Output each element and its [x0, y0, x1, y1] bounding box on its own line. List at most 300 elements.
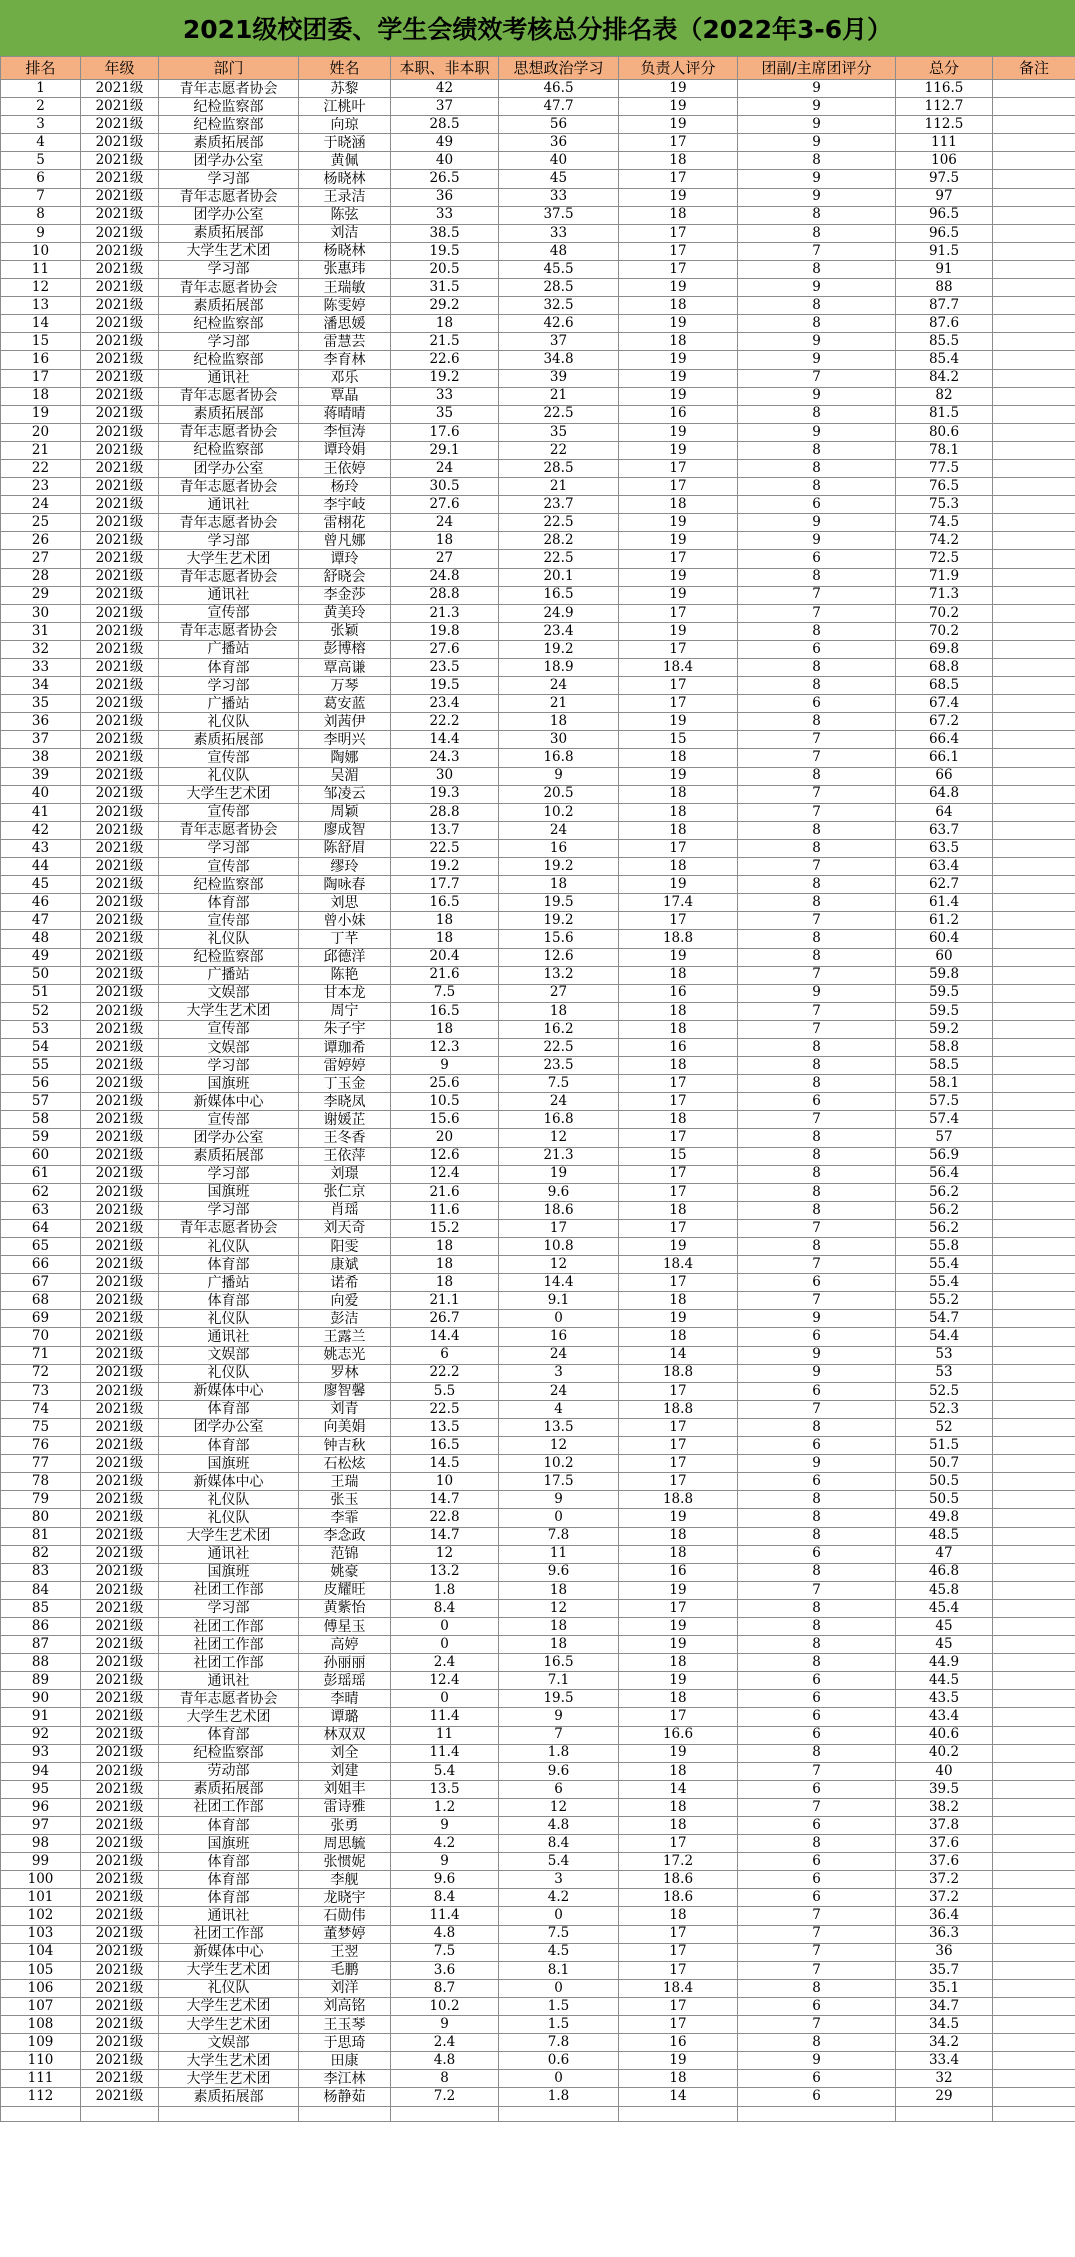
rank-cell[interactable]: 97 [1, 1817, 81, 1835]
department-cell[interactable]: 团学办公室 [159, 1129, 299, 1147]
presidium-score-cell[interactable]: 7 [738, 1256, 896, 1274]
remarks-cell[interactable] [993, 1599, 1075, 1617]
remarks-cell[interactable] [993, 876, 1075, 894]
total-cell[interactable]: 54.7 [896, 1310, 993, 1328]
remarks-cell[interactable] [993, 2016, 1075, 2034]
duty-score-cell[interactable]: 0 [391, 1617, 499, 1635]
name-cell[interactable]: 李霏 [299, 1509, 391, 1527]
duty-score-cell[interactable]: 19.5 [391, 242, 499, 260]
name-cell[interactable]: 刘姐丰 [299, 1780, 391, 1798]
grade-cell[interactable]: 2021级 [81, 1147, 159, 1165]
department-cell[interactable]: 社团工作部 [159, 1581, 299, 1599]
total-cell[interactable]: 111 [896, 134, 993, 152]
total-cell[interactable]: 63.7 [896, 821, 993, 839]
study-score-cell[interactable]: 36 [499, 134, 619, 152]
department-cell[interactable]: 社团工作部 [159, 1617, 299, 1635]
grade-cell[interactable]: 2021级 [81, 206, 159, 224]
leader-score-cell[interactable]: 17 [619, 1165, 738, 1183]
leader-score-cell[interactable]: 18.6 [619, 1889, 738, 1907]
study-score-cell[interactable]: 4.2 [499, 1889, 619, 1907]
name-cell[interactable]: 杨晓林 [299, 170, 391, 188]
name-cell[interactable]: 石勋伟 [299, 1907, 391, 1925]
duty-score-cell[interactable]: 16.5 [391, 1002, 499, 1020]
presidium-score-cell[interactable]: 8 [738, 152, 896, 170]
remarks-cell[interactable] [993, 1708, 1075, 1726]
grade-cell[interactable]: 2021级 [81, 1274, 159, 1292]
leader-score-cell[interactable]: 19 [619, 1310, 738, 1328]
duty-score-cell[interactable]: 37 [391, 98, 499, 116]
grade-cell[interactable]: 2021级 [81, 659, 159, 677]
department-cell[interactable]: 素质拓展部 [159, 224, 299, 242]
remarks-cell[interactable] [993, 260, 1075, 278]
grade-cell[interactable]: 2021级 [81, 351, 159, 369]
department-cell[interactable]: 社团工作部 [159, 1636, 299, 1654]
name-cell[interactable]: 缪玲 [299, 858, 391, 876]
rank-cell[interactable]: 29 [1, 586, 81, 604]
study-score-cell[interactable]: 4.8 [499, 1817, 619, 1835]
duty-score-cell[interactable]: 30.5 [391, 478, 499, 496]
empty-cell[interactable] [499, 2106, 619, 2121]
department-cell[interactable]: 通讯社 [159, 369, 299, 387]
total-cell[interactable]: 35.1 [896, 1979, 993, 1997]
total-cell[interactable]: 58.5 [896, 1057, 993, 1075]
duty-score-cell[interactable]: 22.6 [391, 351, 499, 369]
study-score-cell[interactable]: 28.5 [499, 459, 619, 477]
name-cell[interactable]: 陶咏春 [299, 876, 391, 894]
study-score-cell[interactable]: 9.1 [499, 1292, 619, 1310]
empty-cell[interactable] [391, 2106, 499, 2121]
duty-score-cell[interactable]: 29.2 [391, 297, 499, 315]
rank-cell[interactable]: 41 [1, 803, 81, 821]
remarks-cell[interactable] [993, 1527, 1075, 1545]
presidium-score-cell[interactable]: 8 [738, 713, 896, 731]
name-cell[interactable]: 丁玉金 [299, 1075, 391, 1093]
study-score-cell[interactable]: 14.4 [499, 1274, 619, 1292]
leader-score-cell[interactable]: 18 [619, 1292, 738, 1310]
name-cell[interactable]: 黄佩 [299, 152, 391, 170]
grade-cell[interactable]: 2021级 [81, 333, 159, 351]
total-cell[interactable]: 70.2 [896, 622, 993, 640]
total-cell[interactable]: 84.2 [896, 369, 993, 387]
department-cell[interactable]: 礼仪队 [159, 1491, 299, 1509]
grade-cell[interactable]: 2021级 [81, 387, 159, 405]
leader-score-cell[interactable]: 17 [619, 1455, 738, 1473]
presidium-score-cell[interactable]: 8 [738, 459, 896, 477]
department-cell[interactable]: 礼仪队 [159, 1310, 299, 1328]
duty-score-cell[interactable]: 4.8 [391, 2052, 499, 2070]
leader-score-cell[interactable]: 19 [619, 351, 738, 369]
study-score-cell[interactable]: 12 [499, 1129, 619, 1147]
grade-cell[interactable]: 2021级 [81, 1418, 159, 1436]
department-cell[interactable]: 大学生艺术团 [159, 1002, 299, 1020]
rank-cell[interactable]: 64 [1, 1219, 81, 1237]
presidium-score-cell[interactable]: 8 [738, 767, 896, 785]
total-cell[interactable]: 59.5 [896, 984, 993, 1002]
remarks-cell[interactable] [993, 640, 1075, 658]
name-cell[interactable]: 皮耀旺 [299, 1581, 391, 1599]
duty-score-cell[interactable]: 8.4 [391, 1599, 499, 1617]
name-cell[interactable]: 刘思 [299, 894, 391, 912]
study-score-cell[interactable]: 19.2 [499, 640, 619, 658]
department-cell[interactable]: 素质拓展部 [159, 1147, 299, 1165]
remarks-cell[interactable] [993, 1129, 1075, 1147]
grade-cell[interactable]: 2021级 [81, 1762, 159, 1780]
duty-score-cell[interactable]: 29.1 [391, 441, 499, 459]
remarks-cell[interactable] [993, 1038, 1075, 1056]
leader-score-cell[interactable]: 14 [619, 2088, 738, 2106]
leader-score-cell[interactable]: 18 [619, 297, 738, 315]
department-cell[interactable]: 新媒体中心 [159, 1473, 299, 1491]
rank-cell[interactable]: 56 [1, 1075, 81, 1093]
study-score-cell[interactable]: 22.5 [499, 550, 619, 568]
rank-cell[interactable]: 75 [1, 1418, 81, 1436]
name-cell[interactable]: 李育林 [299, 351, 391, 369]
grade-cell[interactable]: 2021级 [81, 1165, 159, 1183]
remarks-cell[interactable] [993, 496, 1075, 514]
duty-score-cell[interactable]: 21.1 [391, 1292, 499, 1310]
duty-score-cell[interactable]: 2.4 [391, 1654, 499, 1672]
department-cell[interactable]: 青年志愿者协会 [159, 568, 299, 586]
rank-cell[interactable]: 13 [1, 297, 81, 315]
remarks-cell[interactable] [993, 351, 1075, 369]
grade-cell[interactable]: 2021级 [81, 1545, 159, 1563]
name-cell[interactable]: 罗林 [299, 1364, 391, 1382]
name-cell[interactable]: 钟吉秋 [299, 1437, 391, 1455]
rank-cell[interactable]: 85 [1, 1599, 81, 1617]
rank-cell[interactable]: 83 [1, 1563, 81, 1581]
total-cell[interactable]: 39.5 [896, 1780, 993, 1798]
rank-cell[interactable]: 108 [1, 2016, 81, 2034]
leader-score-cell[interactable]: 19 [619, 767, 738, 785]
study-score-cell[interactable]: 21 [499, 695, 619, 713]
leader-score-cell[interactable]: 18 [619, 1002, 738, 1020]
grade-cell[interactable]: 2021级 [81, 1871, 159, 1889]
remarks-cell[interactable] [993, 1183, 1075, 1201]
leader-score-cell[interactable]: 17 [619, 459, 738, 477]
study-score-cell[interactable]: 22 [499, 441, 619, 459]
study-score-cell[interactable]: 24 [499, 1382, 619, 1400]
grade-cell[interactable]: 2021级 [81, 894, 159, 912]
remarks-cell[interactable] [993, 1111, 1075, 1129]
name-cell[interactable]: 田康 [299, 2052, 391, 2070]
remarks-cell[interactable] [993, 297, 1075, 315]
leader-score-cell[interactable]: 19 [619, 1636, 738, 1654]
rank-cell[interactable]: 71 [1, 1346, 81, 1364]
total-cell[interactable]: 70.2 [896, 604, 993, 622]
grade-cell[interactable]: 2021级 [81, 1455, 159, 1473]
total-cell[interactable]: 68.8 [896, 659, 993, 677]
grade-cell[interactable]: 2021级 [81, 785, 159, 803]
remarks-cell[interactable] [993, 1871, 1075, 1889]
leader-score-cell[interactable]: 17 [619, 1599, 738, 1617]
grade-cell[interactable]: 2021级 [81, 1020, 159, 1038]
study-score-cell[interactable]: 16.8 [499, 749, 619, 767]
total-cell[interactable]: 53 [896, 1364, 993, 1382]
duty-score-cell[interactable]: 22.2 [391, 713, 499, 731]
study-score-cell[interactable]: 18 [499, 1002, 619, 1020]
grade-cell[interactable]: 2021级 [81, 1093, 159, 1111]
duty-score-cell[interactable]: 11.4 [391, 1744, 499, 1762]
rank-cell[interactable]: 21 [1, 441, 81, 459]
empty-cell[interactable] [619, 2106, 738, 2121]
duty-score-cell[interactable]: 20 [391, 1129, 499, 1147]
department-cell[interactable]: 国旗班 [159, 1183, 299, 1201]
department-cell[interactable]: 素质拓展部 [159, 134, 299, 152]
total-cell[interactable]: 55.2 [896, 1292, 993, 1310]
remarks-cell[interactable] [993, 405, 1075, 423]
grade-cell[interactable]: 2021级 [81, 80, 159, 98]
duty-score-cell[interactable]: 42 [391, 80, 499, 98]
grade-cell[interactable]: 2021级 [81, 1726, 159, 1744]
duty-score-cell[interactable]: 28.8 [391, 803, 499, 821]
rank-cell[interactable]: 27 [1, 550, 81, 568]
rank-cell[interactable]: 45 [1, 876, 81, 894]
duty-score-cell[interactable]: 18 [391, 930, 499, 948]
presidium-score-cell[interactable]: 8 [738, 876, 896, 894]
rank-cell[interactable]: 25 [1, 514, 81, 532]
remarks-cell[interactable] [993, 1256, 1075, 1274]
leader-score-cell[interactable]: 17 [619, 1418, 738, 1436]
grade-cell[interactable]: 2021级 [81, 1527, 159, 1545]
leader-score-cell[interactable]: 19 [619, 423, 738, 441]
rank-cell[interactable]: 80 [1, 1509, 81, 1527]
study-score-cell[interactable]: 19.2 [499, 858, 619, 876]
rank-cell[interactable]: 82 [1, 1545, 81, 1563]
leader-score-cell[interactable]: 18 [619, 1111, 738, 1129]
presidium-score-cell[interactable]: 7 [738, 803, 896, 821]
total-cell[interactable]: 74.5 [896, 514, 993, 532]
duty-score-cell[interactable]: 6 [391, 1346, 499, 1364]
grade-cell[interactable]: 2021级 [81, 695, 159, 713]
grade-cell[interactable]: 2021级 [81, 1509, 159, 1527]
department-cell[interactable]: 广播站 [159, 966, 299, 984]
name-cell[interactable]: 杨静茹 [299, 2088, 391, 2106]
study-score-cell[interactable]: 16.2 [499, 1020, 619, 1038]
duty-score-cell[interactable]: 27.6 [391, 496, 499, 514]
total-cell[interactable]: 67.2 [896, 713, 993, 731]
duty-score-cell[interactable]: 17.6 [391, 423, 499, 441]
study-score-cell[interactable]: 12 [499, 1798, 619, 1816]
rank-cell[interactable]: 78 [1, 1473, 81, 1491]
name-cell[interactable]: 康斌 [299, 1256, 391, 1274]
department-cell[interactable]: 学习部 [159, 1165, 299, 1183]
rank-cell[interactable]: 93 [1, 1744, 81, 1762]
department-cell[interactable]: 素质拓展部 [159, 405, 299, 423]
rank-cell[interactable]: 72 [1, 1364, 81, 1382]
leader-score-cell[interactable]: 16 [619, 2034, 738, 2052]
total-cell[interactable]: 45 [896, 1617, 993, 1635]
department-cell[interactable]: 通讯社 [159, 496, 299, 514]
leader-score-cell[interactable]: 19 [619, 713, 738, 731]
rank-cell[interactable]: 8 [1, 206, 81, 224]
name-cell[interactable]: 苏黎 [299, 80, 391, 98]
study-score-cell[interactable]: 32.5 [499, 297, 619, 315]
department-cell[interactable]: 体育部 [159, 1889, 299, 1907]
total-cell[interactable]: 112.5 [896, 116, 993, 134]
remarks-cell[interactable] [993, 622, 1075, 640]
leader-score-cell[interactable]: 17.2 [619, 1853, 738, 1871]
name-cell[interactable]: 李江林 [299, 2070, 391, 2088]
presidium-score-cell[interactable]: 9 [738, 387, 896, 405]
presidium-score-cell[interactable]: 6 [738, 1871, 896, 1889]
rank-cell[interactable]: 98 [1, 1835, 81, 1853]
department-cell[interactable]: 大学生艺术团 [159, 550, 299, 568]
study-score-cell[interactable]: 33 [499, 188, 619, 206]
remarks-cell[interactable] [993, 1654, 1075, 1672]
leader-score-cell[interactable]: 19 [619, 586, 738, 604]
name-cell[interactable]: 舒晓会 [299, 568, 391, 586]
presidium-score-cell[interactable]: 9 [738, 1364, 896, 1382]
presidium-score-cell[interactable]: 7 [738, 242, 896, 260]
duty-score-cell[interactable]: 24 [391, 459, 499, 477]
study-score-cell[interactable]: 21 [499, 387, 619, 405]
duty-score-cell[interactable]: 1.2 [391, 1798, 499, 1816]
department-cell[interactable]: 学习部 [159, 1201, 299, 1219]
department-cell[interactable]: 团学办公室 [159, 1418, 299, 1436]
duty-score-cell[interactable]: 23.5 [391, 659, 499, 677]
study-score-cell[interactable]: 47.7 [499, 98, 619, 116]
leader-score-cell[interactable]: 18.8 [619, 1491, 738, 1509]
grade-cell[interactable]: 2021级 [81, 116, 159, 134]
name-cell[interactable]: 向爱 [299, 1292, 391, 1310]
remarks-cell[interactable] [993, 152, 1075, 170]
rank-cell[interactable]: 2 [1, 98, 81, 116]
duty-score-cell[interactable]: 26.5 [391, 170, 499, 188]
name-cell[interactable]: 姚志光 [299, 1346, 391, 1364]
duty-score-cell[interactable]: 12.4 [391, 1672, 499, 1690]
duty-score-cell[interactable]: 17.7 [391, 876, 499, 894]
remarks-cell[interactable] [993, 821, 1075, 839]
grade-cell[interactable]: 2021级 [81, 1853, 159, 1871]
study-score-cell[interactable]: 0.6 [499, 2052, 619, 2070]
rank-cell[interactable]: 48 [1, 930, 81, 948]
duty-score-cell[interactable]: 4.2 [391, 1835, 499, 1853]
rank-cell[interactable]: 47 [1, 912, 81, 930]
grade-cell[interactable]: 2021级 [81, 1636, 159, 1654]
department-cell[interactable]: 劳动部 [159, 1762, 299, 1780]
presidium-score-cell[interactable]: 9 [738, 423, 896, 441]
duty-score-cell[interactable]: 18 [391, 1238, 499, 1256]
leader-score-cell[interactable]: 18 [619, 1057, 738, 1075]
grade-cell[interactable]: 2021级 [81, 568, 159, 586]
presidium-score-cell[interactable]: 7 [738, 1020, 896, 1038]
presidium-score-cell[interactable]: 8 [738, 568, 896, 586]
duty-score-cell[interactable]: 13.7 [391, 821, 499, 839]
presidium-score-cell[interactable]: 7 [738, 604, 896, 622]
rank-cell[interactable]: 69 [1, 1310, 81, 1328]
rank-cell[interactable]: 87 [1, 1636, 81, 1654]
remarks-cell[interactable] [993, 1292, 1075, 1310]
study-score-cell[interactable]: 19.5 [499, 1690, 619, 1708]
leader-score-cell[interactable]: 17 [619, 2016, 738, 2034]
duty-score-cell[interactable]: 33 [391, 206, 499, 224]
rank-cell[interactable]: 28 [1, 568, 81, 586]
remarks-cell[interactable] [993, 1835, 1075, 1853]
name-cell[interactable]: 王录洁 [299, 188, 391, 206]
rank-cell[interactable]: 20 [1, 423, 81, 441]
department-cell[interactable]: 纪检监察部 [159, 948, 299, 966]
presidium-score-cell[interactable]: 8 [738, 2034, 896, 2052]
remarks-cell[interactable] [993, 1274, 1075, 1292]
name-cell[interactable]: 龙晓宇 [299, 1889, 391, 1907]
rank-cell[interactable]: 63 [1, 1201, 81, 1219]
department-cell[interactable]: 文娱部 [159, 984, 299, 1002]
total-cell[interactable]: 71.3 [896, 586, 993, 604]
name-cell[interactable]: 姚豪 [299, 1563, 391, 1581]
remarks-cell[interactable] [993, 1672, 1075, 1690]
grade-cell[interactable]: 2021级 [81, 1002, 159, 1020]
remarks-cell[interactable] [993, 532, 1075, 550]
name-cell[interactable]: 王玉琴 [299, 2016, 391, 2034]
presidium-score-cell[interactable]: 8 [738, 441, 896, 459]
presidium-score-cell[interactable]: 7 [738, 966, 896, 984]
presidium-score-cell[interactable]: 8 [738, 478, 896, 496]
total-cell[interactable]: 55.4 [896, 1256, 993, 1274]
name-cell[interactable]: 丁芊 [299, 930, 391, 948]
study-score-cell[interactable]: 17.5 [499, 1473, 619, 1491]
duty-score-cell[interactable]: 14.4 [391, 1328, 499, 1346]
total-cell[interactable]: 112.7 [896, 98, 993, 116]
duty-score-cell[interactable]: 31.5 [391, 279, 499, 297]
remarks-cell[interactable] [993, 333, 1075, 351]
name-cell[interactable]: 刘洁 [299, 224, 391, 242]
name-cell[interactable]: 阳雯 [299, 1238, 391, 1256]
remarks-cell[interactable] [993, 1690, 1075, 1708]
study-score-cell[interactable]: 0 [499, 1979, 619, 1997]
study-score-cell[interactable]: 21.3 [499, 1147, 619, 1165]
duty-score-cell[interactable]: 9 [391, 1817, 499, 1835]
study-score-cell[interactable]: 18.6 [499, 1201, 619, 1219]
study-score-cell[interactable]: 7.5 [499, 1075, 619, 1093]
leader-score-cell[interactable]: 17 [619, 1708, 738, 1726]
rank-cell[interactable]: 101 [1, 1889, 81, 1907]
remarks-cell[interactable] [993, 2034, 1075, 2052]
grade-cell[interactable]: 2021级 [81, 224, 159, 242]
study-score-cell[interactable]: 9.6 [499, 1183, 619, 1201]
duty-score-cell[interactable]: 12 [391, 1545, 499, 1563]
presidium-score-cell[interactable]: 8 [738, 206, 896, 224]
name-cell[interactable]: 邓乐 [299, 369, 391, 387]
total-cell[interactable]: 76.5 [896, 478, 993, 496]
grade-cell[interactable]: 2021级 [81, 912, 159, 930]
duty-score-cell[interactable]: 2.4 [391, 2034, 499, 2052]
name-cell[interactable]: 刘建 [299, 1762, 391, 1780]
name-cell[interactable]: 刘璟 [299, 1165, 391, 1183]
study-score-cell[interactable]: 0 [499, 1509, 619, 1527]
name-cell[interactable]: 黄美玲 [299, 604, 391, 622]
duty-score-cell[interactable]: 27 [391, 550, 499, 568]
rank-cell[interactable]: 105 [1, 1961, 81, 1979]
total-cell[interactable]: 62.7 [896, 876, 993, 894]
grade-cell[interactable]: 2021级 [81, 876, 159, 894]
leader-score-cell[interactable]: 17 [619, 1997, 738, 2015]
presidium-score-cell[interactable]: 9 [738, 1310, 896, 1328]
name-cell[interactable]: 李念政 [299, 1527, 391, 1545]
leader-score-cell[interactable]: 19 [619, 188, 738, 206]
remarks-cell[interactable] [993, 1002, 1075, 1020]
remarks-cell[interactable] [993, 1636, 1075, 1654]
leader-score-cell[interactable]: 18.8 [619, 930, 738, 948]
remarks-cell[interactable] [993, 279, 1075, 297]
presidium-score-cell[interactable]: 6 [738, 1437, 896, 1455]
name-cell[interactable]: 谭玲娟 [299, 441, 391, 459]
rank-cell[interactable]: 46 [1, 894, 81, 912]
rank-cell[interactable]: 11 [1, 260, 81, 278]
presidium-score-cell[interactable]: 7 [738, 369, 896, 387]
department-cell[interactable]: 体育部 [159, 1817, 299, 1835]
presidium-score-cell[interactable]: 9 [738, 80, 896, 98]
total-cell[interactable]: 50.7 [896, 1455, 993, 1473]
